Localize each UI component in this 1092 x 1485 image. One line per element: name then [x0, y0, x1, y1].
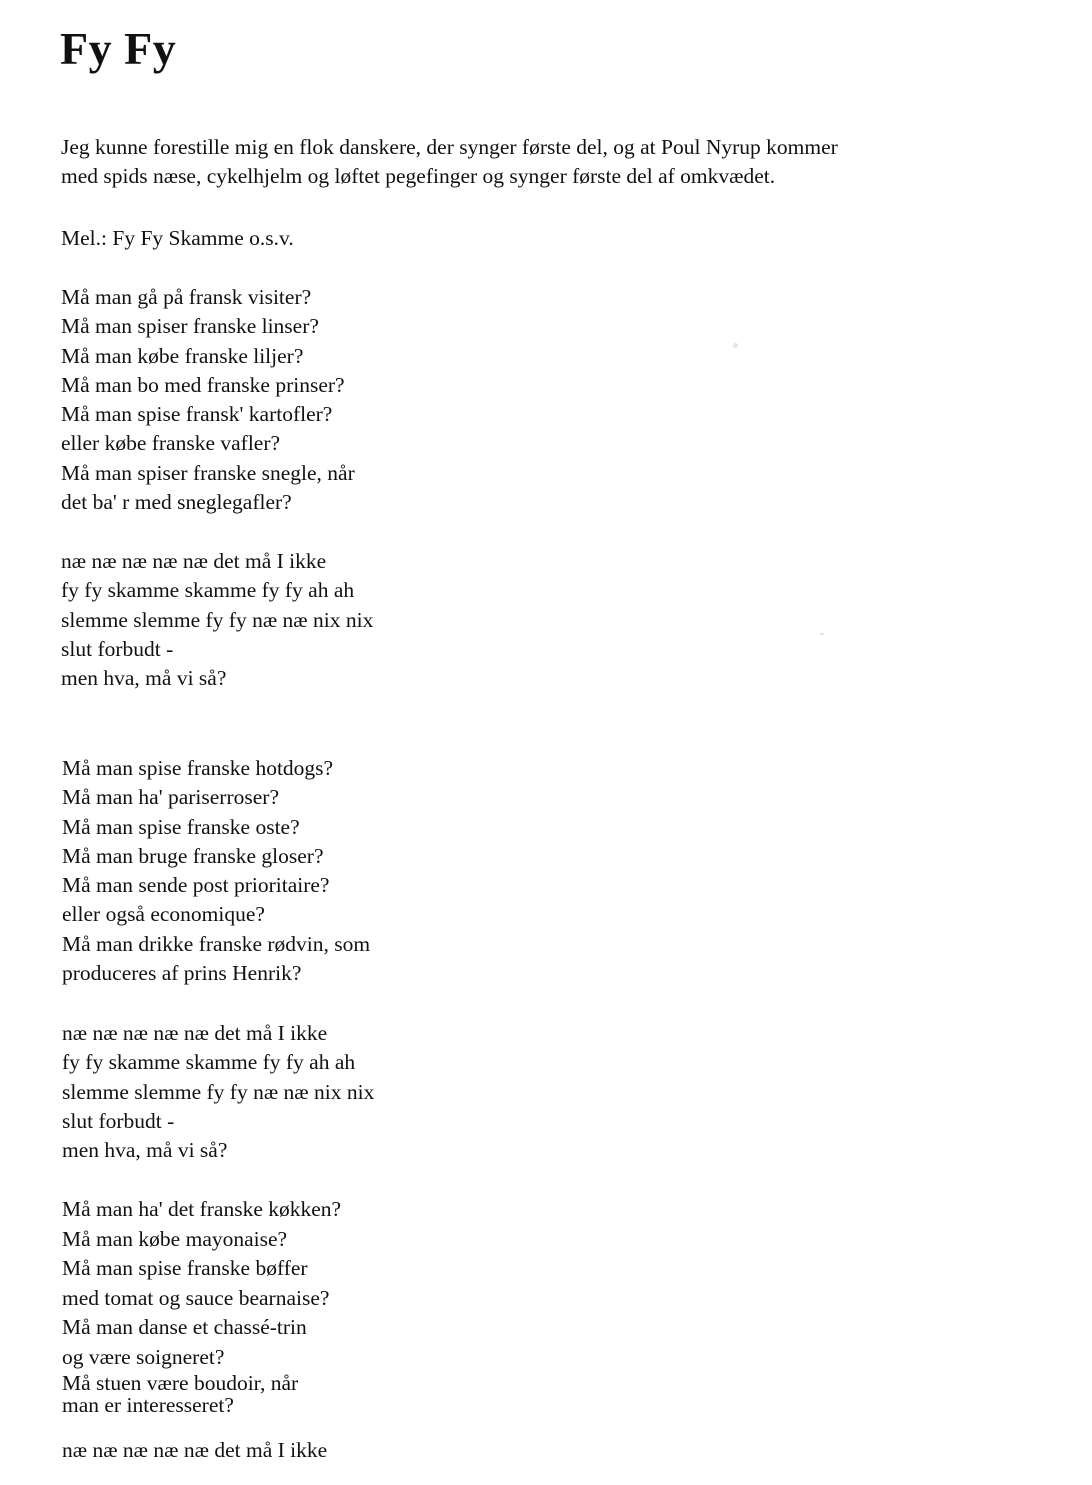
verse-line: Må stuen være boudoir, når	[62, 1371, 299, 1395]
chorus-1	[61, 547, 373, 693]
scan-speck	[733, 343, 738, 348]
verse-line: med tomat og sauce bearnaise?	[62, 1285, 330, 1310]
verse-line: Må man ha' det franske køkken?	[62, 1197, 342, 1221]
chorus-line: slemme slemme fy fy næ næ nix nix	[62, 1079, 375, 1104]
chorus-line: slut forbudt -	[61, 636, 174, 661]
chorus-2	[62, 1019, 374, 1165]
verse-3	[62, 1195, 341, 1416]
verse-line: Må man drikke franske rødvin, som	[62, 931, 371, 956]
verse-line: Må man købe franske liljer?	[61, 343, 304, 368]
verse-line: Må man spiser franske snegle, når	[61, 460, 355, 485]
melody-note: Mel.: Fy Fy Skamme o.s.v.	[61, 226, 294, 250]
chorus-line: men hva, må vi så?	[61, 666, 227, 691]
chorus-line: slemme slemme fy fy næ næ nix nix	[61, 607, 374, 632]
verse-line: Må man gå på fransk visiter?	[61, 285, 312, 309]
chorus-line: men hva, må vi så?	[62, 1138, 228, 1163]
verse-line: produceres af prins Henrik?	[62, 961, 302, 986]
chorus-line: fy fy skamme skamme fy fy ah ah	[62, 1050, 356, 1075]
verse-line: og være soigneret?	[62, 1344, 225, 1369]
chorus-line: næ næ næ næ næ det må I ikke	[61, 549, 327, 573]
verse-line: Må man bo med franske prinser?	[61, 372, 345, 397]
verse-line: Må man købe mayonaise?	[62, 1226, 288, 1251]
verse-line: det ba' r med sneglegafler?	[61, 490, 292, 515]
intro-line: Jeg kunne forestille mig en flok danskere, der synger første del, og at Poul Nyrup kommer	[61, 135, 838, 159]
chorus-line: slut forbudt -	[62, 1108, 175, 1133]
chorus-line: næ næ næ næ næ det må I ikke	[62, 1021, 328, 1045]
chorus-line: næ næ næ næ næ det må I ikke	[62, 1438, 328, 1462]
page-title: Fy Fy	[60, 23, 177, 74]
verse-line: Må man spise franske bøffer	[62, 1256, 308, 1280]
verse-line: Må man ha' pariserroser?	[62, 785, 279, 810]
intro-paragraph	[61, 133, 1061, 191]
chorus-line: fy fy skamme skamme fy fy ah ah	[61, 578, 355, 603]
verse-line: Må man spise franske hotdogs?	[62, 756, 334, 780]
verse-line: Må man spise fransk' kartofler?	[61, 402, 333, 427]
verse-line: Må man spiser franske linser?	[61, 314, 319, 339]
verse-line: Må man bruge franske gloser?	[62, 843, 324, 868]
verse-1	[61, 283, 355, 517]
chorus-3	[62, 1436, 327, 1465]
verse-line: eller købe franske vafler?	[61, 431, 281, 456]
verse-line: eller også economique?	[62, 902, 265, 927]
verse-line: Må man sende post prioritaire?	[62, 873, 330, 898]
verse-2	[62, 754, 370, 988]
verse-line: Må man danse et chassé-trin	[62, 1315, 307, 1339]
verse-line: man er interesseret?	[62, 1393, 234, 1417]
scan-speck	[820, 633, 824, 635]
intro-line: med spids næse, cykelhjelm og løftet pegefinger og synger første del af omkvædet.	[61, 164, 776, 188]
verse-line: Må man spise franske oste?	[62, 814, 300, 839]
